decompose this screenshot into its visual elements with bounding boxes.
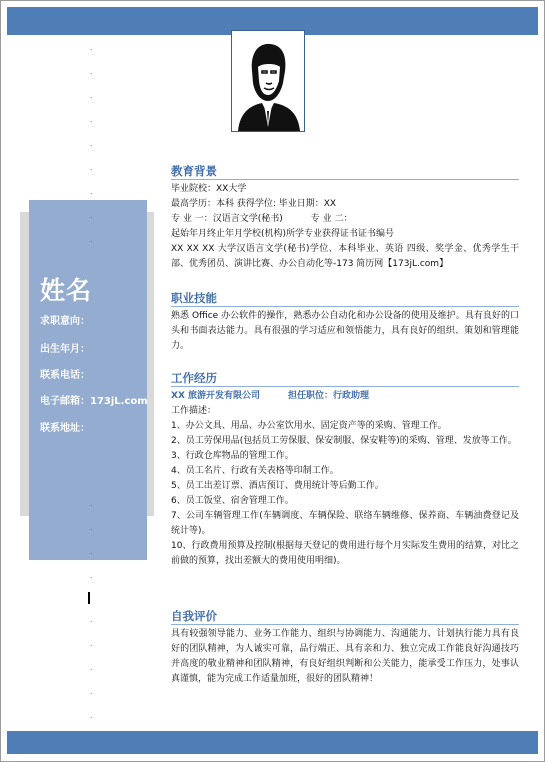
degree-line: 最高学历：本科 获得学位: 毕业日期：XX: [171, 199, 337, 209]
company-line: [171, 389, 519, 404]
skills-heading: 职业技能: [171, 291, 217, 305]
work-heading: 工作经历: [171, 371, 217, 385]
major-line: [171, 212, 519, 227]
work-item: 1、办公文具、用品、办公室饮用水、固定资产等的采购、管理工作。: [171, 421, 447, 431]
work-item: 10、行政费用预算及控制(根据每天登记的费用进行每个月实际发生费用的结算，对比之前做的预算，找出差额大的费用使用明细)。: [171, 541, 519, 566]
work-item: 3、行政仓库物品的管理工作。: [171, 451, 294, 461]
work-item: 7、公司车辆管理工作(车辆调度、车辆保险、联络车辆维修、保养商、车辆油费登记及统计等)。: [171, 511, 519, 536]
self-evaluation-section: [171, 609, 519, 687]
bottom-band: [7, 731, 538, 754]
skills-text: 熟悉 Office 办公软件的操作，熟悉办公自动化和办公设备的使用及维护。具有良好的口头和书面表达能力。具有很强的学习适应和领悟能力，具有良好的组织、策划和管理能力。: [171, 311, 519, 351]
text-cursor: [88, 592, 90, 604]
work-description-label: 工作描述：: [171, 406, 217, 416]
paragraph-marks: . . . . . . . . . . . . . . . . . .: [90, 43, 93, 720]
education-detail: XX XX XX 大学汉语言文学(秘书)学位、本科毕业、英语 四级、奖学金、优秀学生干部、优秀团员、演讲比赛、办公自动化等-173 简历网【173jL.com】: [171, 244, 519, 269]
section-divider: [171, 306, 519, 307]
birth-date-label: 出生年月：: [40, 344, 90, 355]
education-section: [171, 164, 519, 272]
work-item: 4、员工名片、行政有关表格等印制工作。: [171, 466, 339, 476]
section-divider: [171, 624, 519, 625]
education-heading: 教育背景: [171, 164, 217, 178]
certificate-line: 起始年月终止年月学校(机构)所学专业获得证书证书编号: [171, 229, 395, 239]
company-name: XX 旅游开发有限公司: [171, 391, 261, 401]
work-item: 6、员工饭堂、宿舍管理工作。: [171, 496, 294, 506]
email-label: 电子邮箱：173jL.com: [40, 396, 148, 407]
position-text: 担任职位：行政助理: [288, 391, 370, 401]
work-item: 2、员工劳保用品(包括员工劳保服、保安制服、保安鞋等)的采购、管理、发放等工作。: [171, 436, 517, 446]
school-line: 毕业院校：XX大学: [171, 184, 247, 194]
section-divider: [171, 386, 519, 387]
self-evaluation-heading: 自我评价: [171, 609, 217, 623]
major-two: 专 业 二：: [310, 214, 353, 224]
work-section: [171, 371, 519, 569]
work-item: 5、员工出差订票、酒店预订、费用统计等后勤工作。: [171, 481, 384, 491]
self-evaluation-text: 具有较强领导能力、业务工作能力、组织与协调能力、沟通能力、计划执行能力具有良好的团队精神，为人诚实可靠，品行端正、具有亲和力、独立完成工作能良好沟通技巧并高度的敬业精神和团队精神，有良好组织判断和公关能力，能承受工作压力，处事认真谨慎，能为完成工作适量加班，很好的团队精神！: [171, 629, 519, 684]
address-label: 联系地址：: [40, 423, 90, 434]
name-heading: 姓名: [40, 276, 93, 305]
section-divider: [171, 179, 519, 180]
profile-photo: [231, 30, 305, 132]
phone-label: 联系电话：: [40, 370, 90, 381]
skills-section: [171, 291, 519, 354]
major-one: 专 业 一：汉语言文学(秘书): [171, 214, 283, 224]
job-objective-label: 求职意向：: [40, 316, 90, 327]
